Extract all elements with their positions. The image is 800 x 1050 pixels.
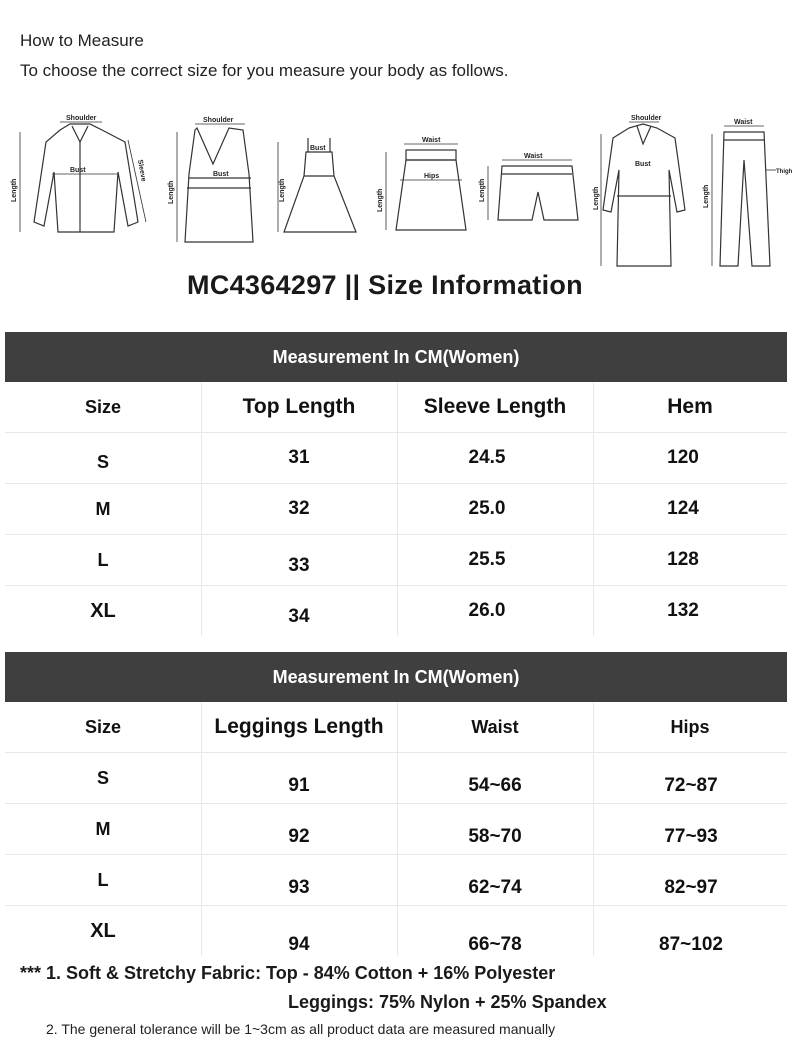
sleeve-length-cell: 26.0 [468,600,506,621]
pants-diagram [700,119,793,270]
table-row [5,906,787,956]
col-sleeve-length: Sleeve Length [423,395,567,418]
pants-label-thigh: Thigh [776,169,793,175]
dress-label-bust: Bust [310,145,326,152]
waist-cell: 58~70 [468,826,522,847]
bottom-table-column-row [5,702,787,753]
col-hem: Hem [667,395,713,418]
size-cell: S [96,767,109,788]
page-title: MC4364297 || Size Information [187,270,583,300]
coat-label-length: Length [593,186,600,210]
table-row [5,804,787,855]
size-cell: M [95,498,111,519]
size-cell: L [97,549,109,570]
intro-subheading: To choose the correct size for you measure your body as follows. [20,61,509,80]
leggings-length-cell: 92 [288,826,310,847]
col-leggings-length: Leggings Length [214,715,384,738]
hem-cell: 128 [667,549,699,570]
note-fabric-leggings: Leggings: 75% Nylon + 25% Spandex [288,992,607,1012]
shorts-diagram [480,152,590,232]
sleeve-length-cell: 24.5 [468,447,506,468]
tank-label-shoulder: Shoulder [203,117,234,124]
hips-cell: 77~93 [664,826,718,847]
shirt-label-bust: Bust [70,167,86,174]
hips-cell: 87~102 [659,934,723,955]
shorts-label-waist: Waist [524,153,543,160]
top-table-column-row [5,382,787,433]
shirt-label-shoulder: Shoulder [66,115,97,122]
hips-cell: 82~97 [664,877,718,898]
coat-label-bust: Bust [635,161,651,168]
table-row [5,753,787,804]
table-row [5,586,787,636]
shirt-diagram [10,112,160,252]
waist-cell: 62~74 [468,877,522,898]
hem-cell: 132 [667,600,699,621]
table-row [5,855,787,906]
top-table-header: Measurement In CM(Women) [5,332,787,382]
skirt-label-waist: Waist [422,137,441,144]
table-row [5,535,787,586]
intro-heading: How to Measure [20,31,144,50]
top-size-table [5,332,787,636]
waist-cell: 66~78 [468,934,522,955]
skirt-label-hips: Hips [424,173,440,180]
tank-diagram [165,114,270,254]
top-length-cell: 33 [288,555,310,576]
shirt-label-length: Length [11,178,18,202]
skirt-label-length: Length [377,188,384,212]
hem-cell: 124 [667,498,699,519]
top-length-cell: 32 [288,498,310,519]
skirt-diagram [374,132,474,242]
fabric-notes [20,962,790,1037]
coat-label-shoulder: Shoulder [631,115,662,122]
table-row [5,433,787,484]
table-row [5,484,787,535]
leggings-length-cell: 93 [288,877,310,898]
size-cell: L [97,869,109,890]
col-size: Size [84,396,122,417]
tank-label-length: Length [168,180,175,204]
waist-cell: 54~66 [468,775,522,796]
size-cell: S [96,451,109,472]
shirt-label-sleeve: Sleeve [136,159,147,183]
tank-label-bust: Bust [213,171,229,178]
size-cell: XL [90,599,116,622]
measurement-illustrations [10,112,793,280]
measure-intro [20,30,509,82]
col-size: Size [84,716,122,737]
top-length-cell: 34 [288,606,310,627]
leggings-length-cell: 91 [288,775,310,796]
size-cell: M [95,818,111,839]
sleeve-length-cell: 25.0 [468,498,506,519]
bottom-table-header: Measurement In CM(Women) [5,652,787,702]
sleeve-length-cell: 25.5 [468,549,506,570]
hem-cell: 120 [667,447,699,468]
size-cell: XL [90,919,116,942]
dress-diagram [272,132,367,242]
top-length-cell: 31 [288,447,310,468]
pants-label-length: Length [703,184,710,208]
coat-diagram [595,114,695,274]
dress-label-length: Length [279,178,286,202]
leggings-length-cell: 94 [288,934,310,955]
col-top-length: Top Length [242,395,356,418]
pants-label-waist: Waist [734,119,753,126]
note-fabric-top: *** 1. Soft & Stretchy Fabric: Top - 84% Cotton + 16% Polyester [20,963,556,983]
hips-cell: 72~87 [664,775,718,796]
note-tolerance: 2. The general tolerance will be 1~3cm as all product data are measured manually [46,1021,556,1037]
shorts-label-length: Length [479,178,486,202]
bottom-size-table [5,652,787,956]
col-waist: Waist [471,716,519,737]
col-hips: Hips [670,716,710,737]
